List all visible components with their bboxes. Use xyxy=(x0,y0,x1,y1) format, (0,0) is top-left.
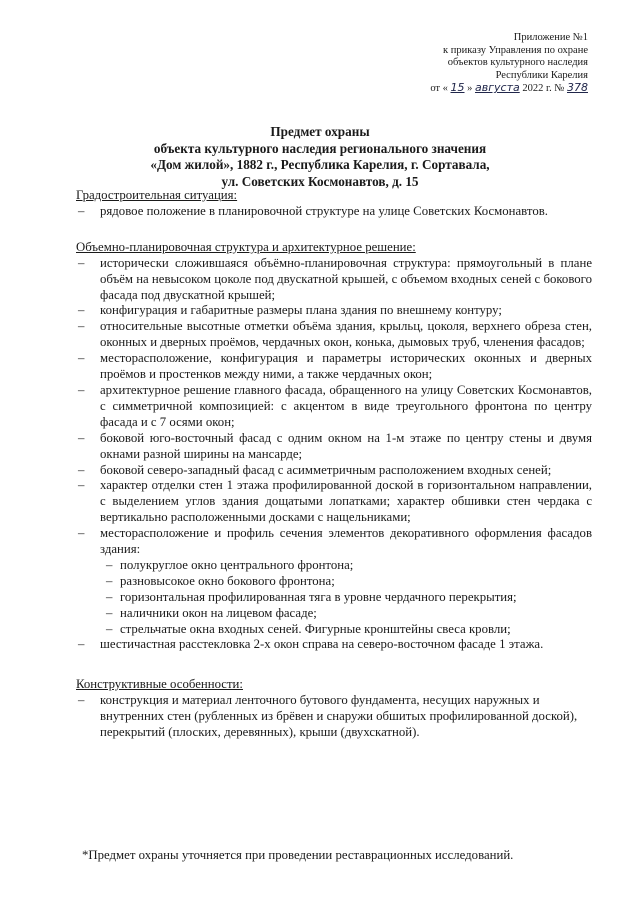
appendix-line: объектов культурного наследия xyxy=(447,57,588,69)
title-line: Предмет охраны xyxy=(270,124,370,139)
list-item: – шестичастная расстекловка 2-х окон справа на северо-восточном фасаде 1 этажа. xyxy=(76,637,592,653)
date-prefix: от « xyxy=(430,83,448,95)
list-item: – рядовое положение в планировочной структуре на улице Советских Космонавтов. xyxy=(76,204,592,220)
list-item: – конфигурация и габаритные размеры плана здания по внешнему контуру; xyxy=(76,303,592,319)
sub-list-item: – разновысокое окно бокового фронтона; xyxy=(100,574,592,590)
appendix-line: Приложение №1 xyxy=(513,32,588,43)
handwritten-number: 378 xyxy=(567,81,588,95)
appendix-date-line xyxy=(430,82,588,96)
list-item: – боковой северо-западный фасад с асимметричным расположением входных сеней; xyxy=(76,463,592,479)
list-item: – месторасположение, конфигурация и параметры исторических оконных и дверных проёмов и простенков между ними, а также чердачных окон; xyxy=(76,351,592,383)
document-body xyxy=(76,188,592,741)
urban-list xyxy=(76,204,592,220)
section-heading-volume: Объемно-планировочная структура и архитектурное решение: xyxy=(76,239,416,254)
section-heading-construction: Конструктивные особенности: xyxy=(76,677,243,692)
sub-list-item: – стрельчатые окна входных сеней. Фигурные кронштейны свеса кровли; xyxy=(100,622,592,638)
list-item xyxy=(76,526,592,637)
sub-list-item: – полукруглое окно центрального фронтона; xyxy=(100,558,592,574)
list-item: – относительные высотные отметки объёма здания, крыльц, цоколя, верхнего обреза стен, оконных и дверных проёмов, чердачных окон, конька, дымовых труб, членения фасадов; xyxy=(76,319,592,351)
list-item: – характер отделки стен 1 этажа профилированной доской в горизонтальном направлении, с выделением углов здания дощатыми лопатками; характер обшивки стен чердака с вертикально расположенными досками с нащельниками; xyxy=(76,478,592,526)
list-item: – архитектурное решение главного фасада, обращенного на улицу Советских Космонавтов, с симметричной композицией: с акцентом в виде треугольного фронтона по центру фасада и с 7 осями окон; xyxy=(76,383,592,431)
title-line: ул. Советских Космонавтов, д. 15 xyxy=(221,173,419,189)
section-heading-urban: Градостроительная ситуация: xyxy=(76,188,238,202)
sub-list-item: – горизонтальная профилированная тяга в уровне чердачного перекрытия; xyxy=(100,590,592,606)
decor-sublist xyxy=(100,558,592,638)
document-title xyxy=(0,124,640,190)
list-item: – конструкция и материал ленточного бутового фундамента, несущих наружных и внутренних стен (рубленных из брёвен и снаружи обшитых профилированной доской), перекрытий (плоских, деревянных), крыши (двухскатной). xyxy=(76,693,592,741)
list-item: – боковой юго-восточный фасад с одним окном на 1-м этаже по центру стены и двумя окнами разной ширины на мансарде; xyxy=(76,431,592,463)
appendix-line: к приказу Управления по охране xyxy=(443,44,588,56)
handwritten-month: августа xyxy=(475,81,520,95)
date-mid: » xyxy=(467,83,473,95)
appendix-line: Республики Карелия xyxy=(495,69,588,81)
appendix-block xyxy=(430,32,588,96)
sub-list-item: – наличники окон на лицевом фасаде; xyxy=(100,606,592,622)
footnote: *Предмет охраны уточняется при проведении реставрационных исследований. xyxy=(82,848,514,862)
title-line: объекта культурного наследия регионального значения xyxy=(153,140,487,156)
title-line: «Дом жилой», 1882 г., Республика Карелия, г. Сортавала, xyxy=(150,157,490,173)
list-item-text: месторасположение и профиль сечения элементов декоративного оформления фасадов здания: xyxy=(100,526,592,557)
handwritten-day: 15 xyxy=(450,81,465,95)
date-year: 2022 г. № xyxy=(522,83,565,95)
volume-list xyxy=(76,256,592,654)
list-item: – исторически сложившаяся объёмно-планировочная структура: прямоугольный в плане объём на невысоком цоколе под двускатной крышей, с объемом входных сеней с бокового фасада под двускатной крышей; xyxy=(76,256,592,304)
construction-list xyxy=(76,693,592,741)
